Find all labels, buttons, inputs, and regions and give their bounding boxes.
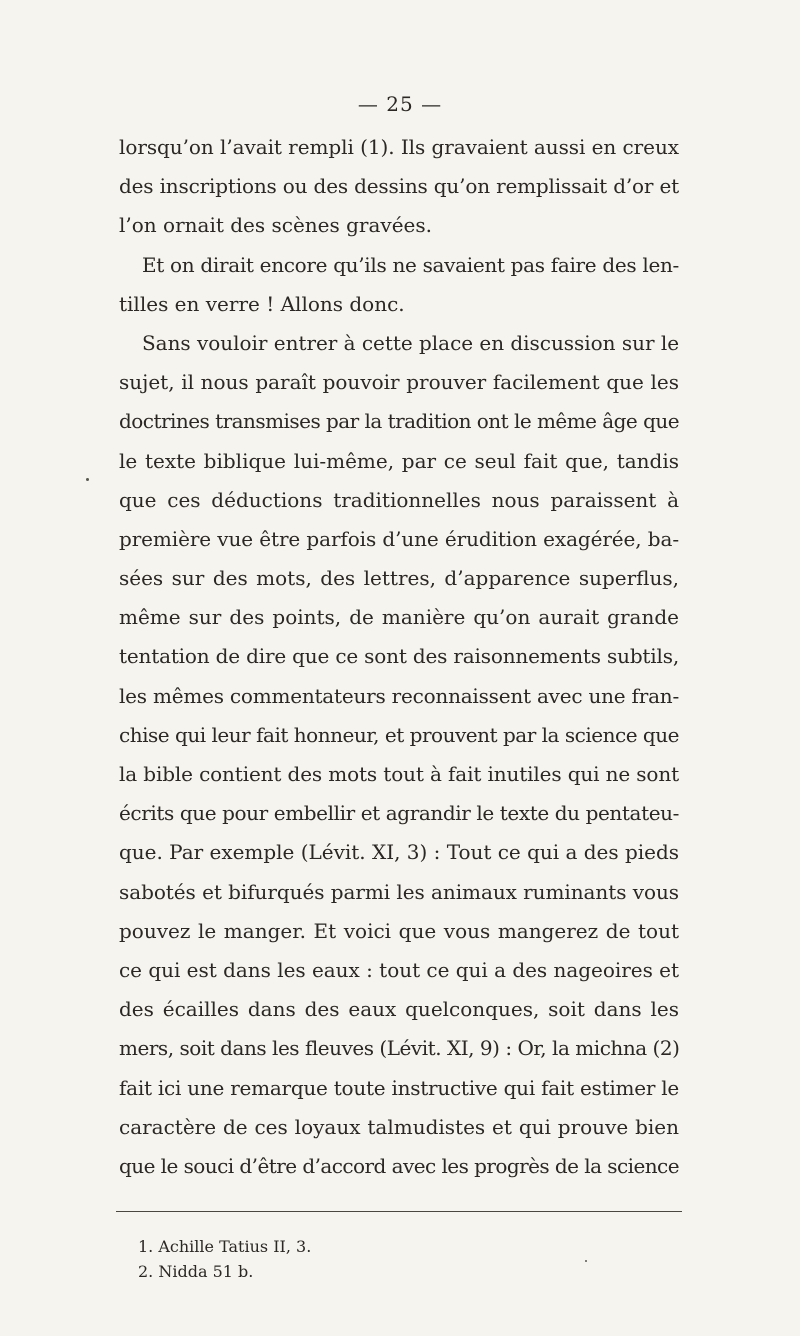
page-number: — 25 — — [357, 92, 443, 116]
text-line: première vue être parfois d’une érudition exagérée, ba- — [119, 526, 680, 551]
text-line: des inscriptions ou des dessins qu’on remplissait d’or et — [119, 174, 679, 199]
text-line: l’on ornait des scènes gravées. — [119, 213, 433, 238]
text-line: que. Par exemple (Lévit. XI, 3) : Tout ce qui a des pieds — [119, 840, 679, 865]
text-line: ce qui est dans les eaux : tout ce qui a des nageoires et — [119, 957, 679, 982]
text-line: que ces déductions traditionnelles nous paraissent à — [119, 487, 679, 512]
text-line: sujet, il nous paraît pouvoir prouver facilement que les — [119, 370, 679, 395]
footnote-divider — [116, 1211, 682, 1212]
body-text — [119, 128, 679, 1186]
text-line: mers, soit dans les fleuves (Lévit. XI, 9) : Or, la michna (2) — [119, 1036, 680, 1061]
text-line: fait ici une remarque toute instructive qui fait estimer le — [119, 1075, 679, 1100]
text-line: sées sur des mots, des lettres, d’apparence superflus, — [119, 566, 679, 591]
text-line: chise qui leur fait honneur, et prouvent par la science que — [119, 722, 679, 747]
text-line: pouvez le manger. Et voici que vous mangerez de tout — [119, 918, 679, 943]
text-line: les mêmes commentateurs reconnaissent avec une fran- — [119, 683, 679, 708]
text-line: sabotés et bifurqués parmi les animaux ruminants vous — [119, 879, 679, 904]
text-line: la bible contient des mots tout à fait inutiles qui ne sont — [119, 762, 679, 786]
text-line: tentation de dire que ce sont des raisonnements subtils, — [119, 644, 679, 669]
text-line: lorsqu’on l’avait rempli (1). Ils gravaient aussi en creux — [119, 135, 679, 159]
ink-speck — [86, 478, 89, 481]
footnote: 2. Nidda 51 b. — [138, 1262, 254, 1281]
text-line: doctrines transmises par la tradition ont le même âge que — [119, 409, 679, 434]
text-line: des écailles dans des eaux quelconques, soit dans les — [119, 997, 679, 1022]
text-line: Sans vouloir entrer à cette place en discussion sur le — [142, 330, 679, 355]
footnotes — [138, 1234, 558, 1284]
footnote: 1. Achille Tatius II, 3. — [138, 1237, 312, 1256]
text-line: même sur des points, de manière qu’on aurait grande — [119, 605, 679, 630]
ink-speck — [585, 1260, 587, 1262]
text-line: le texte biblique lui-même, par ce seul fait que, tandis — [119, 448, 679, 473]
text-line: Et on dirait encore qu’ils ne savaient pas faire des len- — [142, 252, 679, 277]
text-line: que le souci d’être d’accord avec les progrès de la science — [119, 1153, 679, 1178]
text-line: caractère de ces loyaux talmudistes et qui prouve bien — [119, 1114, 679, 1139]
text-line: tilles en verre ! Allons donc. — [119, 291, 405, 316]
text-line: écrits que pour embellir et agrandir le texte du pentateu- — [119, 801, 679, 826]
